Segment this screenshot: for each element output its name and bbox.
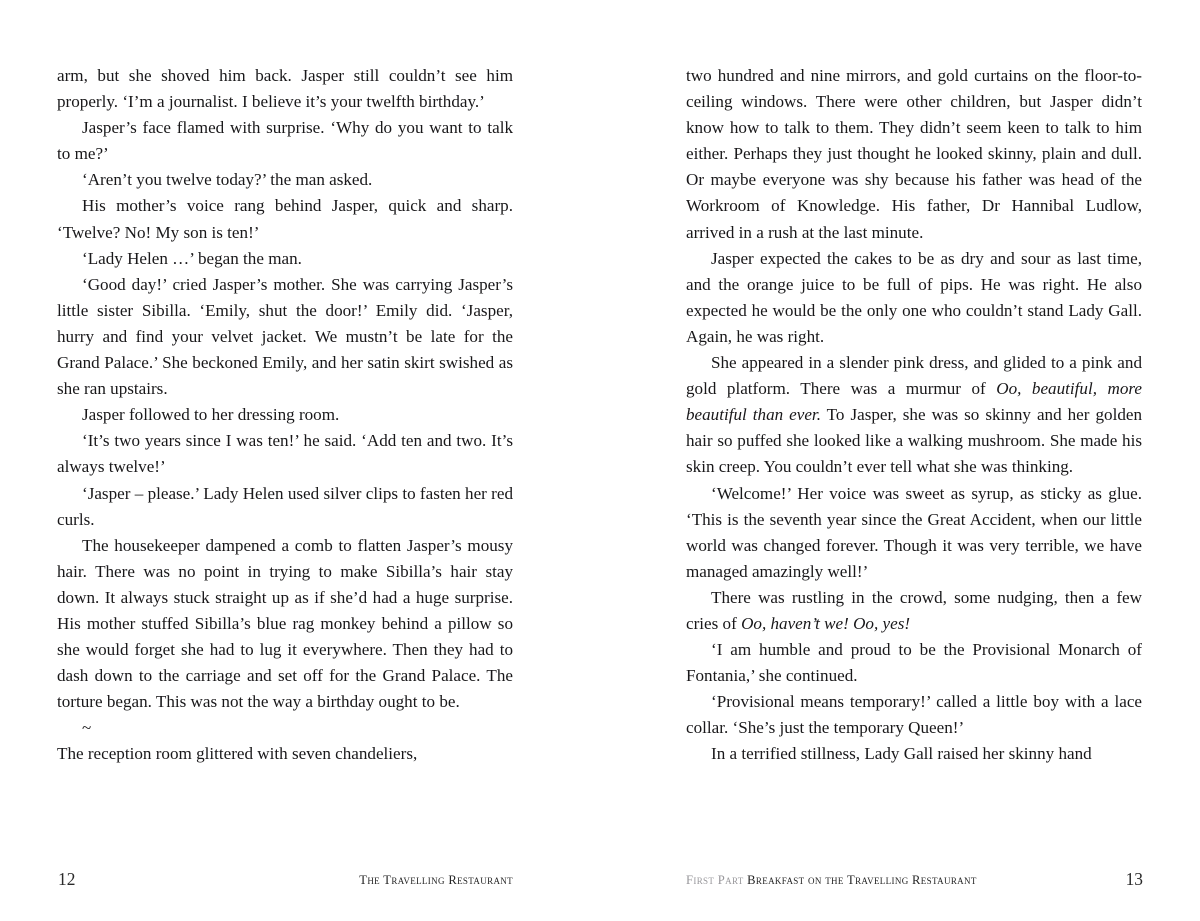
- body-text: To Jasper, she was so skinny and her golden hair so puffed she looked like a walking mushroom. She made his skin creep. You couldn’t ever tell what she was thinking.: [686, 405, 1142, 477]
- body-paragraph: [57, 167, 513, 193]
- body-text: The reception room glittered with seven chandeliers,: [57, 744, 418, 764]
- body-text: Jasper followed to her dressing room.: [82, 405, 340, 425]
- body-paragraph: [686, 637, 1142, 689]
- page-number-recto: 13: [1125, 868, 1143, 889]
- running-head-verso: [359, 874, 513, 887]
- verso-body-paragraphs-after-break: [57, 741, 513, 767]
- running-head-chapter-label: Breakfast on the Travelling Restaurant: [747, 873, 977, 888]
- body-paragraph: [57, 402, 513, 428]
- body-text: arm, but she shoved him back. Jasper still couldn’t see him properly. ‘I’m a journalist. I believe it’s your twelfth birthday.’: [57, 66, 513, 112]
- body-text: ‘Jasper – please.’ Lady Helen used silver clips to fasten her red curls.: [57, 483, 513, 529]
- emphasised-text: Oo, haven’t we! Oo, yes!: [741, 613, 911, 633]
- recto-footer: [600, 861, 1200, 921]
- body-paragraph: [57, 533, 513, 716]
- body-paragraph: [686, 246, 1142, 350]
- body-paragraph: [57, 428, 513, 480]
- body-paragraph: [57, 741, 513, 767]
- running-head-verso-title: The Travelling Restaurant: [359, 873, 513, 888]
- body-text: His mother’s voice rang behind Jasper, quick and sharp. ‘Twelve? No! My son is ten!’: [57, 196, 513, 242]
- body-text: ‘It’s two years since I was ten!’ he said. ‘Add ten and two. It’s always twelve!’: [57, 431, 513, 477]
- body-text: The housekeeper dampened a comb to flatten Jasper’s mousy hair. There was no point in trying to make Sibilla’s hair stay down. It always stuck straight up as if she’d had a huge surprise. His mother stuffed Sibilla’s blue rag monkey behind a pillow so she would forget she had to lug it everywhere. Then they had to dash down to the carriage and set off for the Grand Palace. The torture began. This was not the way a birthday ought to be.: [57, 535, 513, 712]
- recto-page: [600, 0, 1200, 921]
- body-paragraph: [686, 689, 1142, 741]
- body-paragraph: [686, 63, 1142, 246]
- body-text: She appeared in a slender pink dress, and glided to a pink and gold platform. There was a murmur of: [686, 353, 1142, 399]
- body-text: ‘Lady Helen …’ began the man.: [82, 248, 302, 268]
- body-paragraph: [686, 350, 1142, 480]
- body-text: two hundred and nine mirrors, and gold curtains on the floor-to-ceiling windows. There were other children, but Jasper didn’t know how to talk to them. They didn’t seem keen to talk to him either. Perhaps they just thought he looked skinny, plain and dull. Or maybe everyone was shy because his father was head of the Workroom of Knowledge. His father, Dr Hannibal Ludlow, arrived in a rush at the last minute.: [686, 66, 1142, 242]
- body-text: ‘Aren’t you twelve today?’ the man asked.: [82, 170, 373, 190]
- body-paragraph: [57, 193, 513, 245]
- verso-footer: [0, 861, 600, 921]
- body-text: ‘I am humble and proud to be the Provisional Monarch of Fontania,’ she continued.: [686, 640, 1142, 686]
- running-head-part-label: First Part: [686, 873, 744, 888]
- body-text: Jasper’s face flamed with surprise. ‘Why do you want to talk to me?’: [57, 118, 513, 164]
- body-paragraph: [686, 741, 1142, 767]
- body-text: Jasper expected the cakes to be as dry and sour as last time, and the orange juice to be full of pips. He was right. He also expected he would be the only one who couldn’t stand Lady Gall. Again, he was right.: [686, 248, 1142, 346]
- body-paragraph: [686, 585, 1142, 637]
- body-text: In a terrified stillness, Lady Gall raised her skinny hand: [711, 744, 1092, 764]
- body-paragraph: [57, 115, 513, 167]
- body-paragraph: [57, 246, 513, 272]
- verso-body-paragraphs: [57, 63, 513, 715]
- recto-textblock: [686, 63, 1142, 768]
- verso-textblock: [57, 63, 513, 768]
- body-text: ‘Welcome!’ Her voice was sweet as syrup, as sticky as glue. ‘This is the seventh year since the Great Accident, when our little world was changed forever. Though it was very terrible, we have managed amazingly well!’: [686, 483, 1142, 581]
- body-text: There was rustling in the crowd, some nudging, then a few cries of: [686, 587, 1142, 633]
- body-paragraph: [57, 272, 513, 402]
- body-paragraph: [57, 63, 513, 115]
- scene-break-ornament: ~: [82, 718, 92, 738]
- body-text: ‘Provisional means temporary!’ called a little boy with a lace collar. ‘She’s just the temporary Queen!’: [686, 692, 1142, 738]
- body-paragraph: [686, 481, 1142, 585]
- body-paragraph: [57, 481, 513, 533]
- body-text: ‘Good day!’ cried Jasper’s mother. She was carrying Jasper’s little sister Sibilla. ‘Emily, shut the door!’ Emily did. ‘Jasper, hurry and find your velvet jacket. We mustn’t be late for the Grand Palace.’ She beckoned Emily, and her satin skirt swished as she ran upstairs.: [57, 274, 513, 399]
- recto-body-paragraphs: [686, 63, 1142, 768]
- page-number-verso: 12: [58, 868, 76, 889]
- emphasised-text: Oo, beautiful, more beautiful than ever.: [686, 379, 1142, 425]
- running-head-recto: [686, 874, 977, 887]
